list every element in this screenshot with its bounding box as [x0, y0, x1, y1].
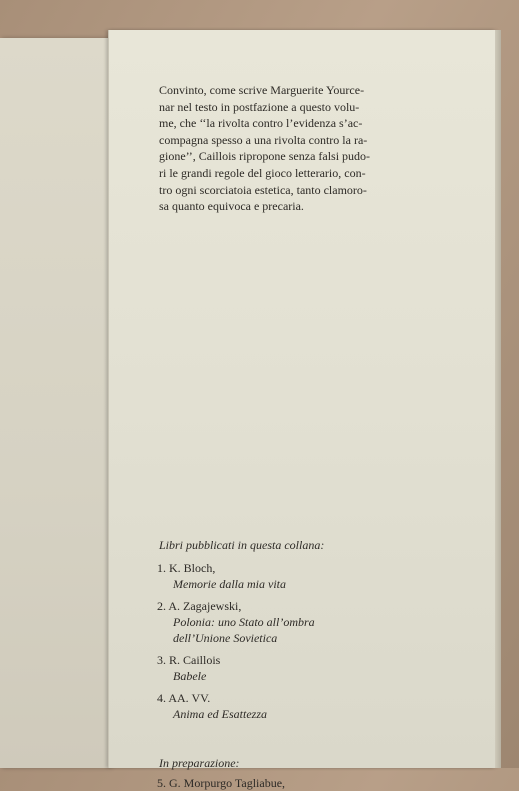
- blurb-line: compagna spesso a una rivolta contro la ra-: [159, 132, 368, 147]
- blurb-line: gione’’, Caillois ripropone senza falsi pudo-: [159, 149, 371, 164]
- blurb-line: tro ogni scorciatoia estetica, tanto clamoro-: [159, 182, 367, 197]
- book-entry-2: [157, 598, 315, 646]
- blurb-line: nar nel testo in postfazione a questo volu-: [159, 99, 360, 114]
- book-title: Memorie dalla mia vita: [173, 577, 286, 591]
- book-author: 3. R. Caillois: [157, 653, 221, 667]
- book-jacket-flap: [108, 30, 495, 790]
- jacket-edge: [495, 30, 501, 768]
- book-title: Polonia: uno Stato all’ombra: [173, 615, 315, 629]
- series-heading: Libri pubblicati in questa collana:: [159, 538, 325, 552]
- blurb-line: sa quanto equivoca e precaria.: [159, 199, 304, 214]
- book-author: 2. A. Zagajewski,: [157, 599, 242, 613]
- book-author: 1. K. Bloch,: [157, 561, 216, 575]
- book-entry-4: [157, 690, 315, 722]
- preparation-heading: In preparazione:: [159, 756, 240, 770]
- book-cover-behind: [0, 38, 110, 768]
- book-title: Babele: [173, 669, 207, 683]
- book-author: 4. AA. VV.: [157, 691, 211, 705]
- book-entry-3: [157, 652, 315, 684]
- series-book-list: [157, 560, 315, 728]
- book-title: Anima ed Esattezza: [173, 707, 267, 721]
- blurb-line: ri le grandi regole del gioco letterario, con-: [159, 165, 366, 180]
- blurb-line: me, che ‘‘la rivolta contro l’evidenza s’ac-: [159, 116, 363, 131]
- preparation-item: 5. G. Morpurgo Tagliabue,: [157, 776, 286, 790]
- blurb-text: [159, 82, 419, 215]
- book-entry-1: [157, 560, 315, 592]
- blurb-line: Convinto, come scrive Marguerite Yource-: [159, 83, 365, 97]
- book-title: dell’Unione Sovietica: [173, 631, 278, 645]
